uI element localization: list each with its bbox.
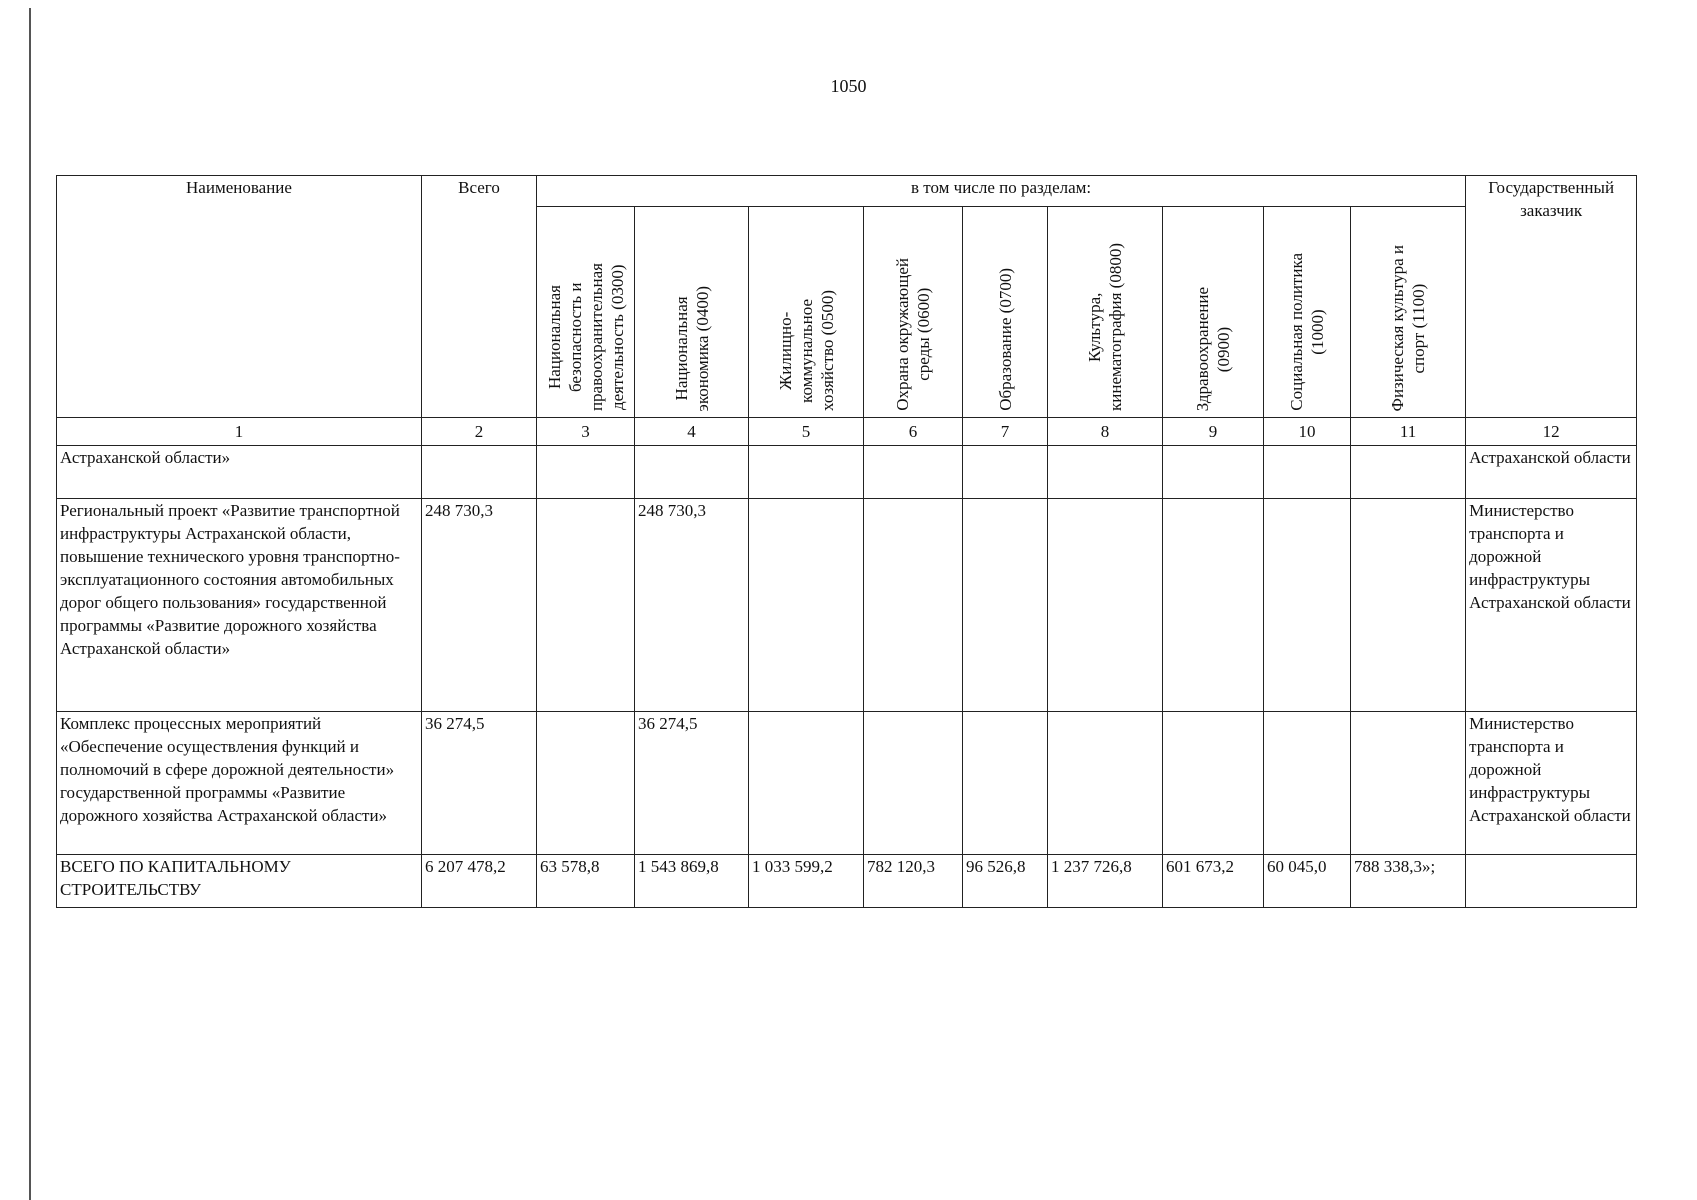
total-row (57, 855, 1637, 908)
column-number: 12 (1466, 418, 1637, 446)
cell-0500 (749, 499, 864, 712)
header-name: Наименование (57, 176, 422, 418)
table-row (57, 499, 1637, 712)
row-customer: Министерство транспорта и дорожной инфраструктуры Астраханской области (1466, 712, 1637, 855)
column-number-row (57, 418, 1637, 446)
column-number: 3 (537, 418, 635, 446)
column-number: 5 (749, 418, 864, 446)
cell-0400 (635, 446, 749, 499)
cell-0900 (1163, 712, 1264, 855)
column-number: 11 (1351, 418, 1466, 446)
column-number: 8 (1048, 418, 1163, 446)
cell-0900 (1163, 446, 1264, 499)
cell-0300: 63 578,8 (537, 855, 635, 908)
header-section-1000: Социальная политика (1000) (1264, 207, 1351, 418)
cell-1100 (1351, 712, 1466, 855)
row-customer: Министерство транспорта и дорожной инфраструктуры Астраханской области (1466, 499, 1637, 712)
cell-0800 (1048, 499, 1163, 712)
cell-0500 (749, 446, 864, 499)
row-name: Комплекс процессных мероприятий «Обеспечение осуществления функций и полномочий в сфере дорожной деятельности» государственной программы «Развитие дорожного хозяйства Астраханской области» (57, 712, 422, 855)
row-total: 6 207 478,2 (422, 855, 537, 908)
cell-1100 (1351, 499, 1466, 712)
column-number: 10 (1264, 418, 1351, 446)
cell-0300 (537, 712, 635, 855)
cell-0900 (1163, 499, 1264, 712)
row-customer: Астраханской области (1466, 446, 1637, 499)
table-row (57, 712, 1637, 855)
header-section-0900: Здравоохранение (0900) (1163, 207, 1264, 418)
cell-1100: 788 338,3»; (1351, 855, 1466, 908)
row-name: ВСЕГО ПО КАПИТАЛЬНОМУ СТРОИТЕЛЬСТВУ (57, 855, 422, 908)
row-total: 36 274,5 (422, 712, 537, 855)
row-name: Астраханской области» (57, 446, 422, 499)
header-section-0600: Охрана окружающей среды (0600) (864, 207, 963, 418)
margin-line (29, 8, 31, 1200)
row-total: 248 730,3 (422, 499, 537, 712)
header-section-1100: Физическая культура и спорт (1100) (1351, 207, 1466, 418)
table-row (57, 446, 1637, 499)
header-customer: Государственный заказчик (1466, 176, 1637, 418)
cell-0400: 248 730,3 (635, 499, 749, 712)
cell-0600 (864, 446, 963, 499)
cell-0700 (963, 499, 1048, 712)
cell-1000 (1264, 446, 1351, 499)
header-section-0800: Культура, кинематография (0800) (1048, 207, 1163, 418)
cell-0300 (537, 446, 635, 499)
budget-table (56, 175, 1637, 908)
cell-0800 (1048, 712, 1163, 855)
cell-0300 (537, 499, 635, 712)
cell-0600 (864, 712, 963, 855)
header-section-0400: Национальная экономика (0400) (635, 207, 749, 418)
cell-0700 (963, 712, 1048, 855)
header-section-0500: Жилищно- коммунальное хозяйство (0500) (749, 207, 864, 418)
cell-0600 (864, 499, 963, 712)
header-section-0700: Образование (0700) (963, 207, 1048, 418)
header-section-0300: Национальная безопасность и правоохранительная деятельность (0300) (537, 207, 635, 418)
row-name: Региональный проект «Развитие транспортной инфраструктуры Астраханской области, повышение технического уровня транспортно-эксплуатационного состояния автомобильных дорог общего пользования» государственной программы «Развитие дорожного хозяйства Астраханской области» (57, 499, 422, 712)
cell-0900: 601 673,2 (1163, 855, 1264, 908)
row-total (422, 446, 537, 499)
cell-0500: 1 033 599,2 (749, 855, 864, 908)
page-number: 1050 (830, 76, 867, 96)
cell-0500 (749, 712, 864, 855)
cell-0400: 36 274,5 (635, 712, 749, 855)
column-number: 2 (422, 418, 537, 446)
cell-1000 (1264, 499, 1351, 712)
column-number: 9 (1163, 418, 1264, 446)
cell-1000 (1264, 712, 1351, 855)
cell-0700: 96 526,8 (963, 855, 1048, 908)
row-customer (1466, 855, 1637, 908)
header-sections-group: в том числе по разделам: (537, 176, 1466, 207)
column-number: 6 (864, 418, 963, 446)
column-number: 7 (963, 418, 1048, 446)
cell-1000: 60 045,0 (1264, 855, 1351, 908)
cell-0600: 782 120,3 (864, 855, 963, 908)
column-number: 1 (57, 418, 422, 446)
cell-0400: 1 543 869,8 (635, 855, 749, 908)
cell-0800 (1048, 446, 1163, 499)
header-row-group (57, 176, 1637, 207)
column-number: 4 (635, 418, 749, 446)
cell-0700 (963, 446, 1048, 499)
header-total: Всего (422, 176, 537, 418)
cell-0800: 1 237 726,8 (1048, 855, 1163, 908)
cell-1100 (1351, 446, 1466, 499)
